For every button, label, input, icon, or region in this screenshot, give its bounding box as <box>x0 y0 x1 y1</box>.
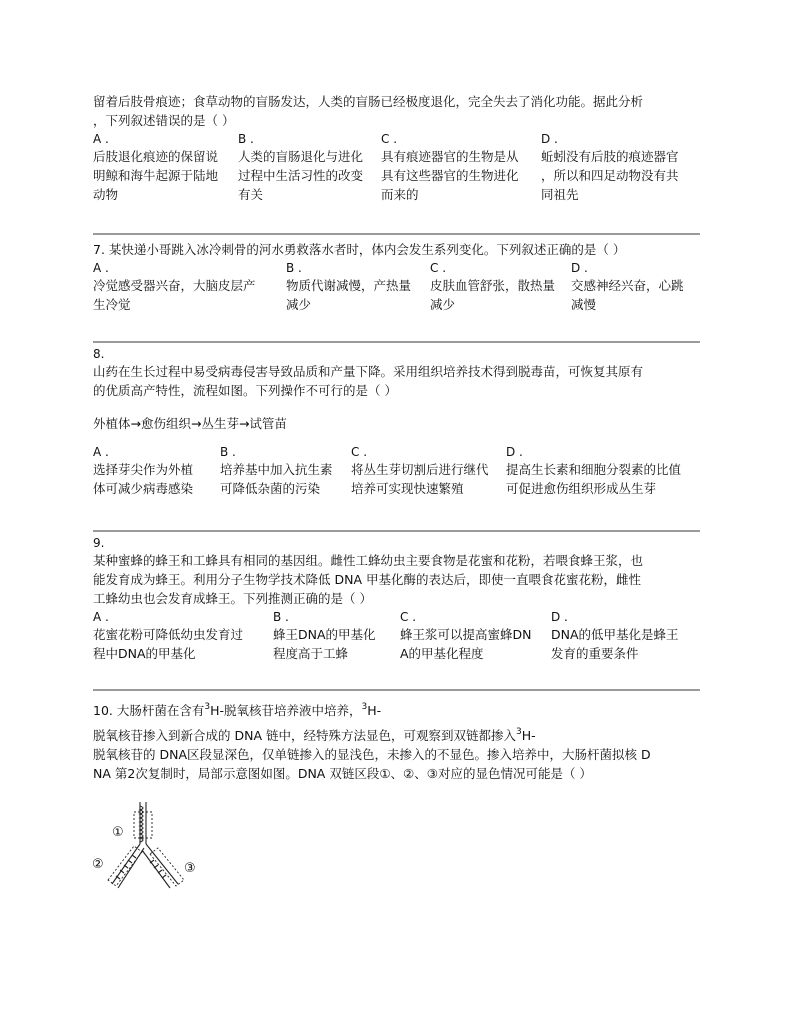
q8-number: 8. <box>93 347 105 361</box>
option-line: ，所以和四足动物没有共 <box>541 168 679 183</box>
option-letter: D . <box>571 261 588 275</box>
q10-line4: NA 第2次复制时，局部示意图如图。DNA 双链区段①、②、③对应的显色情况可能是（ ） <box>93 766 592 781</box>
q9-option-c[interactable] <box>400 610 551 663</box>
q9-stem-line2: 能发育成为蜂王。利用分子生物学技术降低 DNA 甲基化酶的表达后，即使一直喂食花蜜花粉，雌性 <box>93 572 641 587</box>
option-letter: A . <box>93 445 109 459</box>
option-line: 程中DNA的甲基化 <box>93 646 196 661</box>
question-7 <box>93 240 703 314</box>
q6-option-b[interactable] <box>238 132 381 204</box>
option-line: 减慢 <box>571 297 597 312</box>
option-line: 可促进愈伤组织形成丛生芽 <box>506 481 657 496</box>
question-10 <box>93 701 703 783</box>
option-line: 减少 <box>430 297 456 312</box>
q9-option-b[interactable] <box>273 610 400 663</box>
divider <box>93 530 700 532</box>
option-line: 动物 <box>93 187 119 202</box>
q6-option-a[interactable] <box>93 132 238 204</box>
q9-option-d[interactable] <box>551 610 701 663</box>
option-letter: B . <box>286 261 302 275</box>
option-line: 而来的 <box>381 187 419 202</box>
q8-option-c[interactable] <box>351 445 506 498</box>
option-line: 物质代谢减慢，产热量 <box>286 278 412 293</box>
option-line: 后肢退化痕迹的保留说 <box>93 149 219 164</box>
option-letter: B . <box>220 445 236 459</box>
divider <box>93 233 700 235</box>
q6-option-c[interactable] <box>381 132 541 204</box>
figure-label-2: ② <box>92 857 104 872</box>
option-line: 选择芽尖作为外植 <box>93 462 194 477</box>
question-8 <box>93 347 703 498</box>
option-line: 具有这些器官的生物进化 <box>381 168 519 183</box>
option-line: A的甲基化程度 <box>400 646 484 661</box>
option-line: 生冷觉 <box>93 297 131 312</box>
option-line: 发育的重要条件 <box>551 646 639 661</box>
option-line: 将丛生芽切割后进行继代 <box>351 462 489 477</box>
question-9 <box>93 536 703 663</box>
option-line: 培养可实现快速繁殖 <box>351 481 464 496</box>
q8-options <box>93 445 703 498</box>
option-letter: D . <box>506 445 523 459</box>
option-line: 蜂王DNA的甲基化 <box>273 627 376 642</box>
q8-flow: 外植体→愈伤组织→丛生芽→试管苗 <box>93 416 287 431</box>
option-line: 减少 <box>286 297 312 312</box>
q10-line2 <box>93 726 703 745</box>
option-line: 明鲸和海牛起源于陆地 <box>93 168 219 183</box>
option-line: 培养基中加入抗生素 <box>220 462 333 477</box>
q9-stem-line1: 某种蜜蜂的蜂王和工蜂具有相同的基因组。雌性工蜂幼虫主要食物是花蜜和花粉，若喂食蜂王浆，也 <box>93 553 644 568</box>
option-line: 体可减少病毒感染 <box>93 481 194 496</box>
q10-text: H-脱氧核苷培养液中培养， <box>210 703 362 718</box>
option-letter: C . <box>430 261 447 275</box>
option-line: DNA的低甲基化是蜂王 <box>551 627 679 642</box>
superscript: 3 <box>361 702 368 712</box>
divider <box>93 689 700 691</box>
option-line: 过程中生活习性的改变 <box>238 168 364 183</box>
option-letter: A . <box>93 132 109 146</box>
option-line: 蜂王浆可以提高蜜蜂DN <box>400 627 532 642</box>
q7-option-c[interactable] <box>430 261 571 314</box>
option-line: 具有痕迹器官的生物是从 <box>381 149 519 164</box>
q7-option-a[interactable] <box>93 261 286 314</box>
q7-option-b[interactable] <box>286 261 430 314</box>
option-line: 同祖先 <box>541 187 579 202</box>
q6-options <box>93 132 703 204</box>
q9-stem-line3: 工蜂幼虫也会发育成蜂王。下列推测正确的是（ ） <box>93 591 372 606</box>
q10-text: 10. 大肠杆菌在含有 <box>93 703 205 718</box>
q8-option-a[interactable] <box>93 445 220 498</box>
q7-stem: 7. 某快递小哥跳入冰冷刺骨的河水勇救落水者时，体内会发生系列变化。下列叙述正确的是（ ） <box>93 242 626 257</box>
question-6 <box>93 92 703 204</box>
divider <box>93 341 700 343</box>
q8-option-d[interactable] <box>506 445 702 498</box>
option-line: 有关 <box>238 187 264 202</box>
option-letter: B . <box>238 132 254 146</box>
superscript: 3 <box>515 727 522 737</box>
q10-text: H- <box>367 703 382 718</box>
option-line: 冷觉感受器兴奋，大脑皮层产 <box>93 278 256 293</box>
option-letter: D . <box>551 610 568 624</box>
option-letter: C . <box>400 610 417 624</box>
q10-text: 脱氧核苷掺入到新合成的 DNA 链中，经特殊方法显色，可观察到双链都掺入 <box>93 728 516 743</box>
q9-option-a[interactable] <box>93 610 273 663</box>
q10-text: H- <box>521 728 536 743</box>
right-arm-hatch <box>150 860 166 878</box>
option-line: 人类的盲肠退化与进化 <box>238 149 364 164</box>
superscript: 3 <box>204 702 211 712</box>
option-line: 提高生长素和细胞分裂素的比值 <box>506 462 682 477</box>
option-letter: C . <box>381 132 398 146</box>
option-line: 花蜜花粉可降低幼虫发育过 <box>93 627 244 642</box>
figure-label-3: ③ <box>184 861 196 876</box>
q7-options <box>93 261 703 314</box>
option-letter: C . <box>351 445 368 459</box>
option-letter: B . <box>273 610 289 624</box>
q8-stem-line1: 山药在生长过程中易受病毒侵害导致品质和产量下降。采用组织培养技术得到脱毒苗，可恢复其原有 <box>93 364 644 379</box>
left-arm-strand-1 <box>112 844 140 884</box>
option-letter: A . <box>93 261 109 275</box>
option-letter: A . <box>93 610 109 624</box>
q9-number: 9. <box>93 536 105 550</box>
option-letter: D . <box>541 132 558 146</box>
option-line: 交感神经兴奋，心跳 <box>571 278 684 293</box>
option-line: 皮肤血管舒张，散热量 <box>430 278 556 293</box>
q6-stem-line1: 留着后肢骨痕迹；食草动物的盲肠发达，人类的盲肠已经极度退化，完全失去了消化功能。据此分析 <box>93 94 644 109</box>
option-line: 程度高于工蜂 <box>273 646 349 661</box>
figure-label-1: ① <box>112 825 124 840</box>
q10-line1 <box>93 701 703 720</box>
q6-stem-line2: ，下列叙述错误的是（ ） <box>93 113 235 128</box>
q7-option-d[interactable] <box>571 261 701 314</box>
option-line: 蚯蚓没有后肢的痕迹器官 <box>541 149 679 164</box>
q8-option-b[interactable] <box>220 445 351 498</box>
q10-line3: 脱氧核苷的 DNA区段显深色，仅单链掺入的显浅色，未掺入的不显色。掺入培养中，大肠杆菌拟核 D <box>93 747 651 762</box>
left-arm-strand-2 <box>118 848 144 888</box>
q6-option-d[interactable] <box>541 132 701 204</box>
option-line: 可降低杂菌的污染 <box>220 481 321 496</box>
q8-stem-line2: 的优质高产特性，流程如图。下列操作不可行的是（ ） <box>93 383 397 398</box>
dna-replication-figure <box>90 798 205 900</box>
q9-options <box>93 610 703 663</box>
